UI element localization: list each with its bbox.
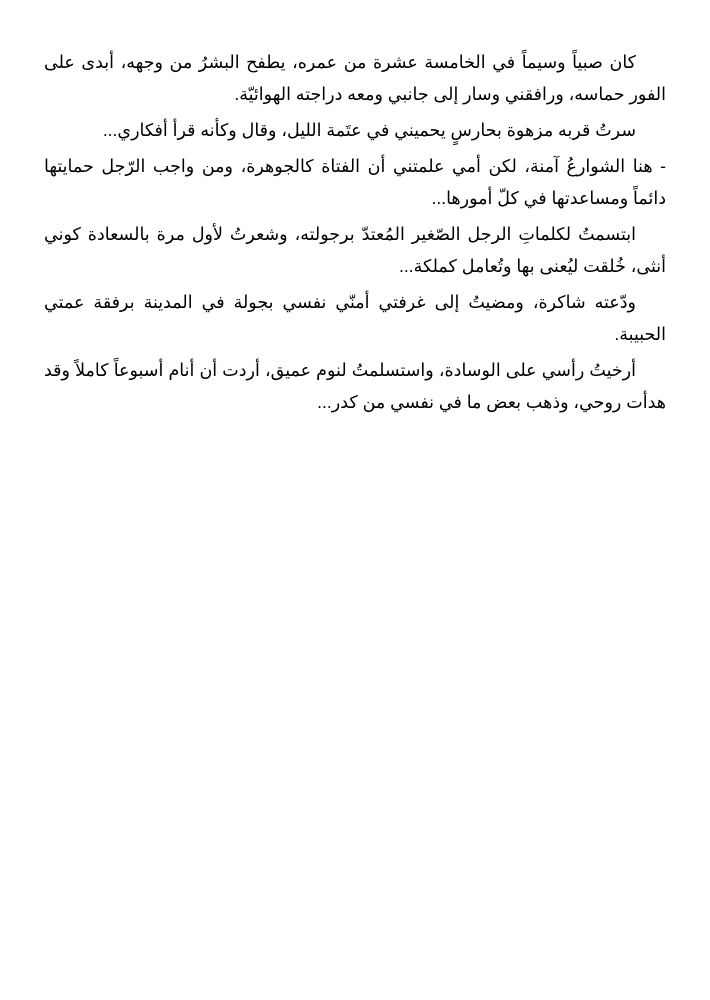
paragraph-2: سرتُ قربه مزهوة بحارسٍ يحميني في عتَمة الليل، وقال وكأنه قرأ أفكاري... — [102, 120, 636, 140]
paragraph-4: ابتسمتُ لكلماتِ الرجل الصّغير المُعتدّ برجولته، وشعرتُ لأول مرة بالسعادة كوني أنثى، خُلقت ليُعنى بها وتُعامل كملكة... — [44, 224, 666, 276]
document-page — [44, 46, 666, 422]
paragraph-6: أرخيتُ رأسي على الوسادة، واستسلمتُ لنوم عميق، أردت أن أنام أسبوعاً كاملاً وقد هدأت روحي، وذهب بعض ما في نفسي من كدر... — [44, 360, 666, 412]
paragraph-3-dialogue: - هنا الشوارعُ آمنة، لكن أمي علمتني أن الفتاة كالجوهرة، ومن واجب الرّجل حمايتها دائماً ومساعدتها في كلّ أمورها... — [44, 156, 666, 208]
paragraph-5: ودّعته شاكرة، ومضيتُ إلى غرفتي أمنّي نفسي بجولة في المدينة برفقة عمتي الحبيبة. — [44, 292, 666, 344]
paragraph-1: كان صبياً وسيماً في الخامسة عشرة من عمره، يطفح البشرُ من وجهه، أبدى على الفور حماسه، ورافقني وسار إلى جانبي ومعه دراجته الهوائيّة. — [44, 52, 666, 104]
